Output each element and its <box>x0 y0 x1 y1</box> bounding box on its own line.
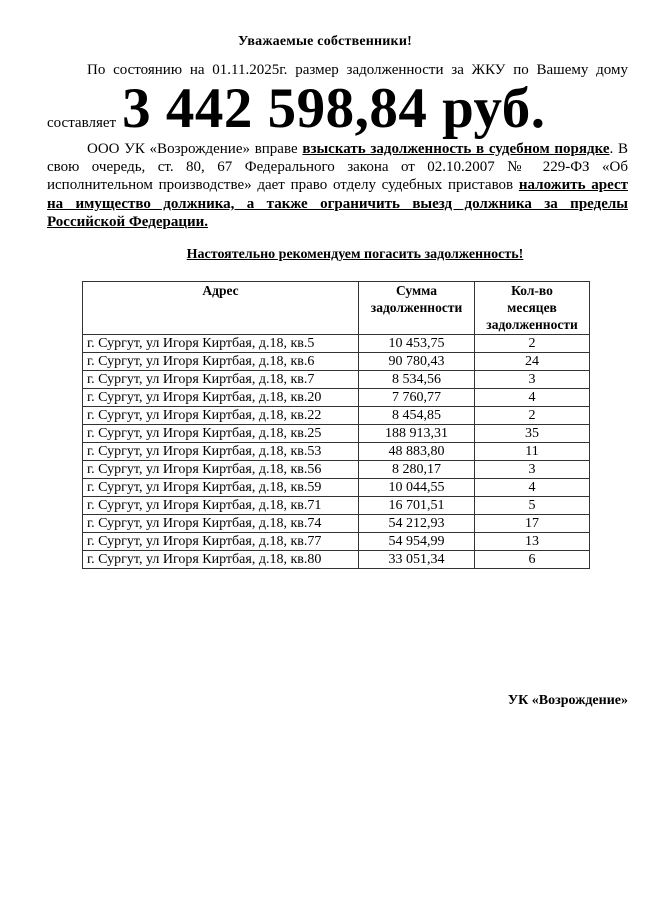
amount-prefix: составляет <box>47 115 117 131</box>
cell-address: г. Сургут, ул Игоря Киртбая, д.18, кв.77 <box>83 533 359 551</box>
cell-months: 24 <box>475 353 590 371</box>
header-address: Адрес <box>83 282 359 335</box>
cell-months: 17 <box>475 515 590 533</box>
cell-address: г. Сургут, ул Игоря Киртбая, д.18, кв.25 <box>83 425 359 443</box>
table-row <box>83 479 590 497</box>
cell-address: г. Сургут, ул Игоря Киртбая, д.18, кв.80 <box>83 551 359 569</box>
cell-sum: 8 280,17 <box>359 461 475 479</box>
notice-emphasis-court: взыскать задолженность в судебном порядке <box>302 141 610 157</box>
notice-text-2: . В свою очередь, ст. 80, 67 Федерального закона от 02.10.2007 № 229-ФЗ «Об исполнительном производстве» дает право отделу судебных приставов <box>47 141 628 194</box>
intro-text: По состоянию на 01.11.2025г. размер задолженности за ЖКУ по Вашему дому <box>87 62 628 78</box>
cell-address: г. Сургут, ул Игоря Киртбая, д.18, кв.74 <box>83 515 359 533</box>
recommendation-heading: Настоятельно рекомендуем погасить задолженность! <box>186 247 524 262</box>
cell-sum: 8 534,56 <box>359 371 475 389</box>
legal-notice-paragraph <box>47 140 628 231</box>
table-row <box>83 443 590 461</box>
cell-months: 4 <box>475 389 590 407</box>
total-debt-amount: 3 442 598,84 руб. <box>122 77 546 140</box>
cell-sum: 188 913,31 <box>359 425 475 443</box>
cell-address: г. Сургут, ул Игоря Киртбая, д.18, кв.53 <box>83 443 359 461</box>
cell-address: г. Сургут, ул Игоря Киртбая, д.18, кв.59 <box>83 479 359 497</box>
table-row <box>83 407 590 425</box>
cell-months: 2 <box>475 407 590 425</box>
cell-sum: 8 454,85 <box>359 407 475 425</box>
table-row <box>83 461 590 479</box>
header-months: Кол-во месяцев задолженности <box>475 282 590 335</box>
cell-sum: 90 780,43 <box>359 353 475 371</box>
cell-sum: 33 051,34 <box>359 551 475 569</box>
cell-address: г. Сургут, ул Игоря Киртбая, д.18, кв.7 <box>83 371 359 389</box>
header-sum: Сумма задолженности <box>359 282 475 335</box>
table-row <box>83 335 590 353</box>
table-row <box>83 389 590 407</box>
cell-sum: 7 760,77 <box>359 389 475 407</box>
cell-address: г. Сургут, ул Игоря Киртбая, д.18, кв.6 <box>83 353 359 371</box>
cell-months: 5 <box>475 497 590 515</box>
cell-months: 3 <box>475 461 590 479</box>
cell-months: 13 <box>475 533 590 551</box>
cell-months: 2 <box>475 335 590 353</box>
table-row <box>83 533 590 551</box>
cell-address: г. Сургут, ул Игоря Киртбая, д.18, кв.20 <box>83 389 359 407</box>
cell-months: 4 <box>475 479 590 497</box>
notice-text-1: ООО УК «Возрождение» вправе <box>87 141 303 157</box>
signature: УК «Возрождение» <box>507 693 628 708</box>
table-row <box>83 497 590 515</box>
debt-table <box>82 281 590 569</box>
cell-months: 6 <box>475 551 590 569</box>
cell-sum: 54 954,99 <box>359 533 475 551</box>
cell-address: г. Сургут, ул Игоря Киртбая, д.18, кв.71 <box>83 497 359 515</box>
total-debt-line <box>47 77 628 140</box>
table-row <box>83 353 590 371</box>
table-row <box>83 551 590 569</box>
cell-sum: 10 044,55 <box>359 479 475 497</box>
table-row <box>83 371 590 389</box>
table-header-row <box>83 282 590 335</box>
cell-sum: 48 883,80 <box>359 443 475 461</box>
cell-months: 35 <box>475 425 590 443</box>
cell-address: г. Сургут, ул Игоря Киртбая, д.18, кв.56 <box>83 461 359 479</box>
cell-sum: 16 701,51 <box>359 497 475 515</box>
table-row <box>83 515 590 533</box>
notice-emphasis-arrest: наложить арест на имущество должника, а также ограничить выезд должника за пределы Российской Федерации. <box>47 177 628 230</box>
cell-address: г. Сургут, ул Игоря Киртбая, д.18, кв.5 <box>83 335 359 353</box>
cell-sum: 54 212,93 <box>359 515 475 533</box>
cell-months: 3 <box>475 371 590 389</box>
table-row <box>83 425 590 443</box>
greeting-heading: Уважаемые собственники! <box>238 34 412 49</box>
cell-sum: 10 453,75 <box>359 335 475 353</box>
cell-address: г. Сургут, ул Игоря Киртбая, д.18, кв.22 <box>83 407 359 425</box>
cell-months: 11 <box>475 443 590 461</box>
